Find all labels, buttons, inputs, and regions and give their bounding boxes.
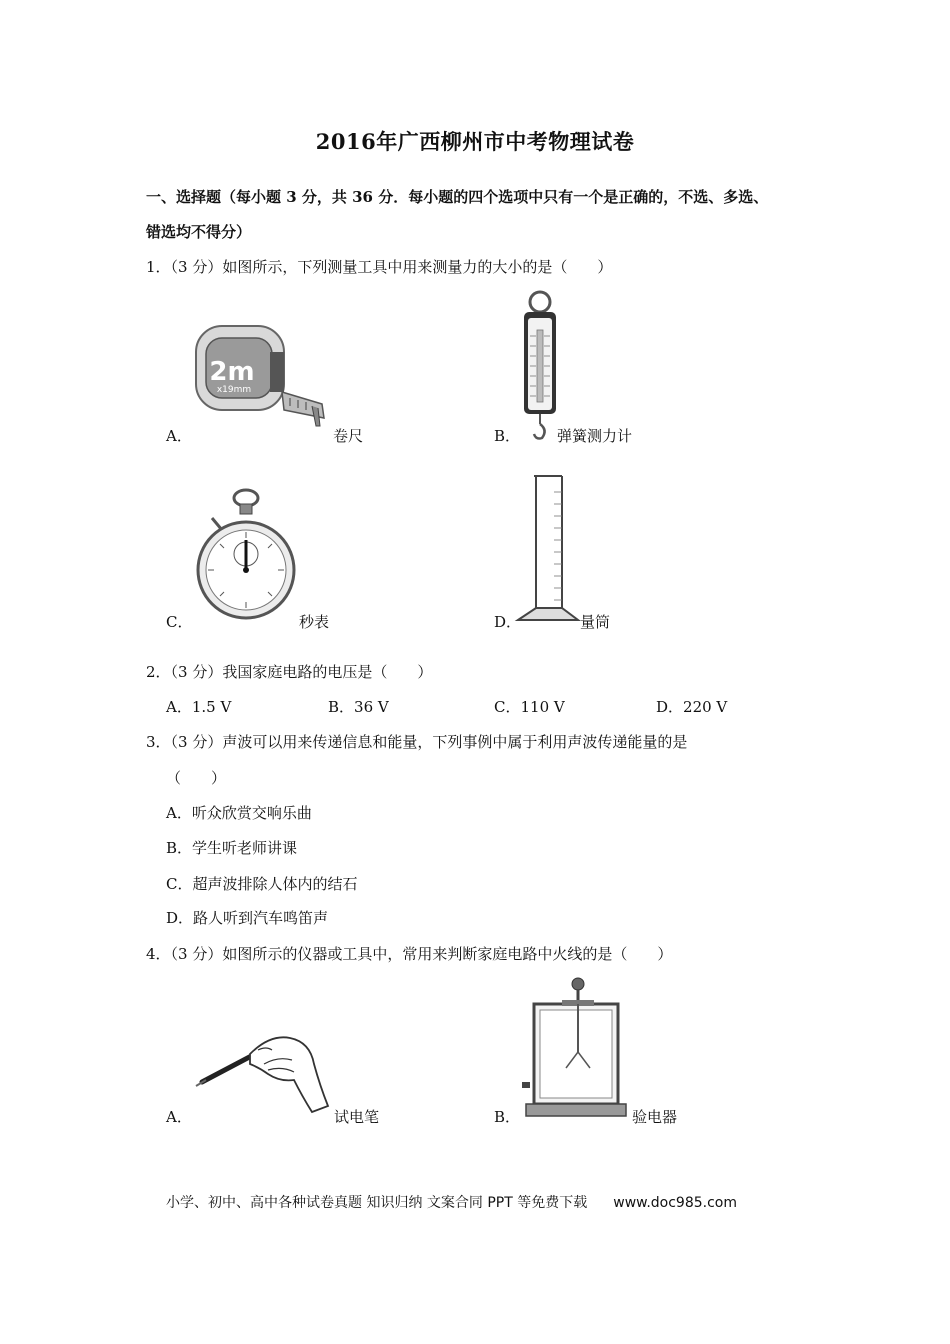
q4-option-b-caption: 验电器 — [632, 1108, 678, 1126]
test-pencil-icon — [194, 1020, 330, 1120]
question-4-stem: 4．（3 分）如图所示的仪器或工具中，常用来判断家庭电路中火线的是（ ） — [146, 945, 673, 963]
footer-url[interactable]: www.doc985.com — [613, 1195, 737, 1211]
q1-option-a-caption: 卷尺 — [333, 427, 364, 445]
q2-option-b: B．36 V — [328, 698, 389, 716]
tape-measure-icon — [192, 322, 332, 438]
tape-mark: 2m — [209, 357, 255, 387]
q4-option-b-letter: B． — [494, 1108, 521, 1126]
q3-option-d: D．路人听到汽车鸣笛声 — [166, 909, 329, 927]
footer-text: 小学、初中、高中各种试卷真题 知识归纳 文案合同 PPT 等免费下载 — [166, 1195, 588, 1211]
q4-option-a-caption: 试电笔 — [334, 1108, 380, 1126]
electroscope-icon — [520, 974, 632, 1120]
q1-option-d-caption: 量筒 — [580, 613, 611, 631]
q1-option-c-letter: C． — [166, 613, 193, 631]
q3-option-a: A．听众欣赏交响乐曲 — [166, 804, 312, 822]
q3-option-b: B．学生听老师讲课 — [166, 839, 298, 857]
q1-option-b-caption: 弹簧测力计 — [557, 427, 633, 445]
section-heading-line1: 一、选择题（每小题 3 分，共 36 分．每小题的四个选项中只有一个是正确的，不选、多选、 — [146, 188, 769, 206]
question-2-stem: 2．（3 分）我国家庭电路的电压是（ ） — [146, 663, 433, 681]
q2-option-d: D．220 V — [656, 698, 728, 716]
q2-option-c: C．110 V — [494, 698, 565, 716]
section-heading-line2: 错选均不得分） — [146, 223, 252, 241]
q2-option-a: A．1.5 V — [166, 698, 232, 716]
footer — [166, 1192, 737, 1212]
q4-option-a-letter: A． — [166, 1108, 192, 1126]
q1-option-d-letter: D． — [494, 613, 522, 631]
question-1-stem: 1．（3 分）如图所示，下列测量工具中用来测量力的大小的是（ ） — [146, 258, 613, 276]
graduated-cylinder-icon — [514, 472, 580, 624]
q3-option-c: C．超声波排除人体内的结石 — [166, 875, 358, 893]
page-title: 2016年广西柳州市中考物理试卷 — [315, 129, 635, 154]
q1-option-a-letter: A． — [166, 427, 192, 445]
q1-option-c-caption: 秒表 — [299, 613, 330, 631]
q1-option-b-letter: B． — [494, 427, 521, 445]
stopwatch-icon — [196, 488, 298, 626]
tape-mark-sub: x19mm — [216, 385, 252, 395]
question-3-stem: 3．（3 分）声波可以用来传递信息和能量，下列事例中属于利用声波传递能量的是 — [146, 733, 688, 751]
spring-scale-icon — [520, 290, 560, 442]
question-3-stem-cont: （ ） — [166, 769, 227, 787]
